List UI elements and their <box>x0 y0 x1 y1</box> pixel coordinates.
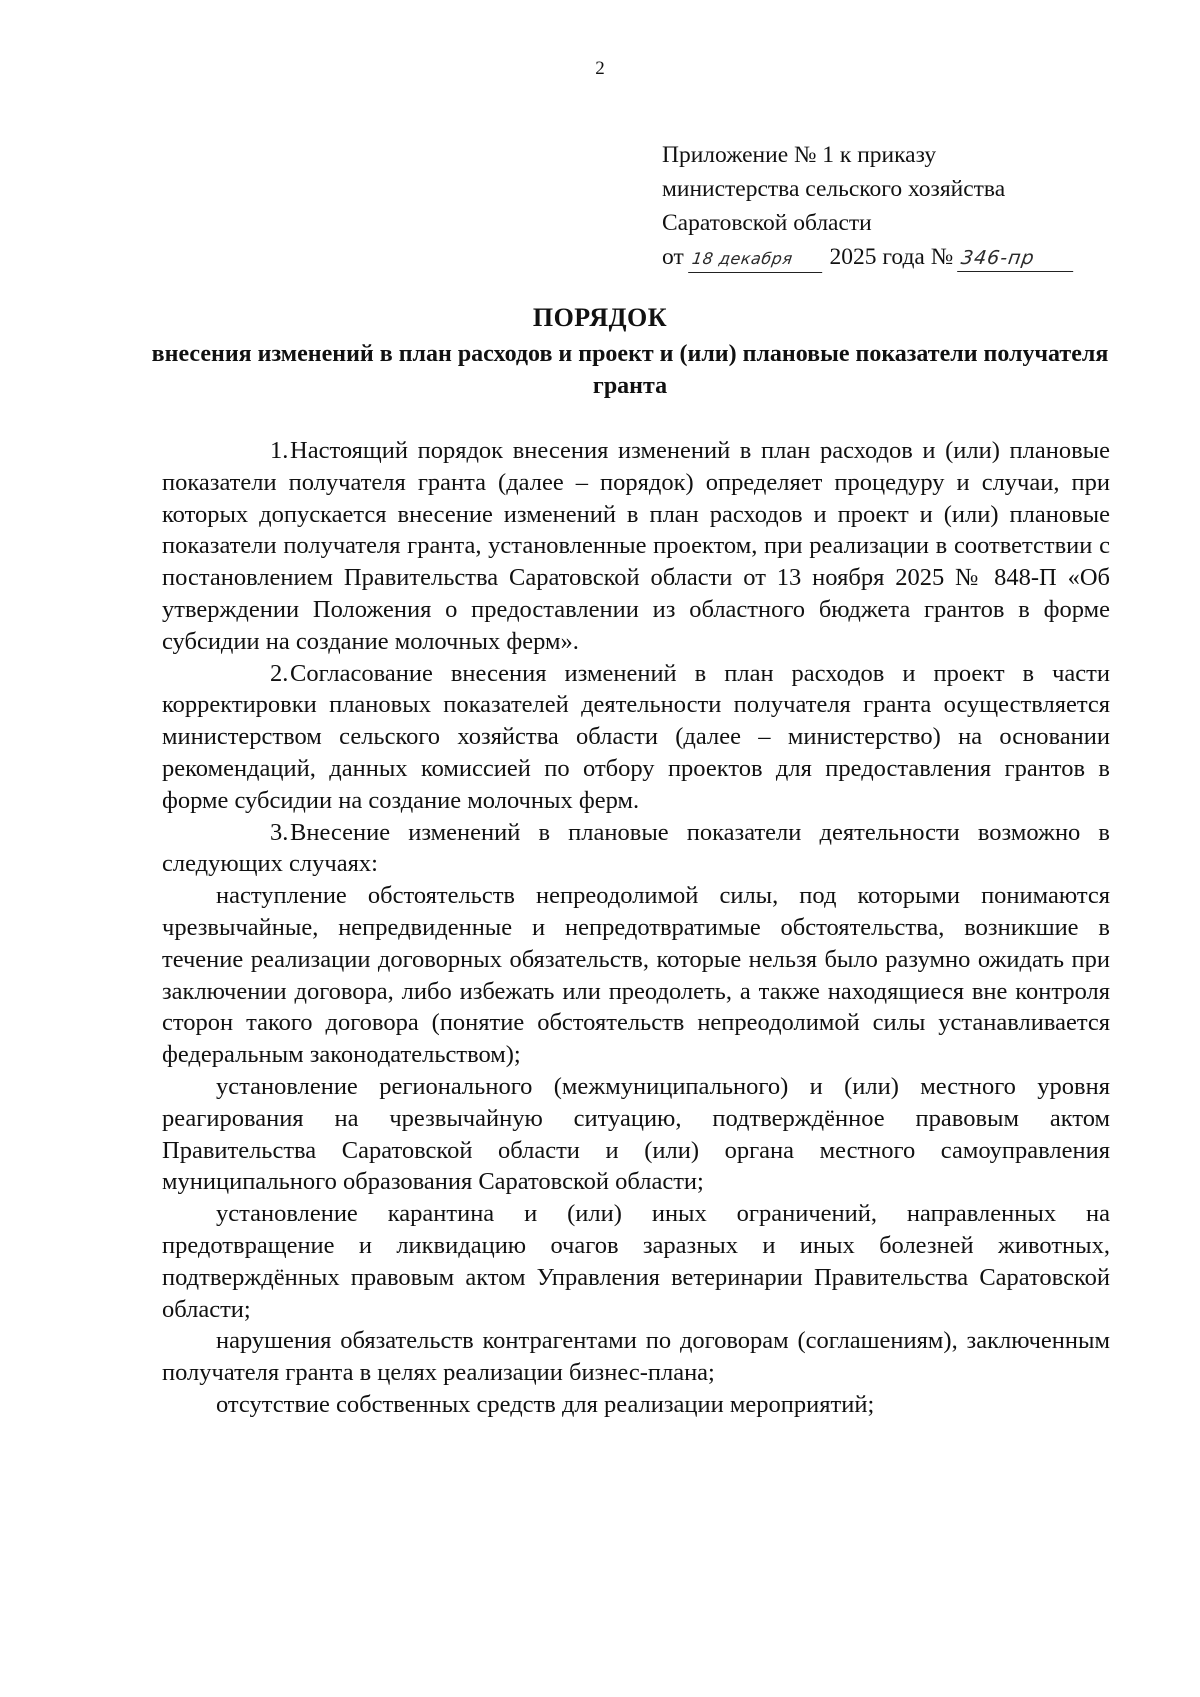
page-number: 2 <box>595 58 605 79</box>
date-suffix: 2025 года № <box>829 244 954 270</box>
appendix-date-line <box>662 240 1132 274</box>
list-item-counterparty: нарушения обязательств контрагентами по договорам (соглашениям), заключенным получателя гранта в целях реализации бизнес-плана; <box>162 1327 1110 1387</box>
appendix-block <box>662 138 1132 274</box>
appendix-line-3: Саратовской области <box>662 210 872 236</box>
document-body <box>162 435 1110 1421</box>
date-prefix: от <box>662 244 684 270</box>
paragraph-3 <box>162 817 1110 881</box>
appendix-line-2: министерства сельского хозяйства <box>662 176 1006 202</box>
paragraph-text: Настоящий порядок внесения изменений в план расходов и (или) плановые показатели получателя гранта (далее – порядок) определяет процедуру и случаи, при которых допускается внесение изменений в план расходов и проект и (или) плановые показатели получателя гранта, установленные проектом, при реализации в соответствии с постановлением Правительства Саратовской области от 13 ноября 2025 № 848-П «Об утверждении Положения о предоставлении из областного бюджета грантов в форме субсидии на создание молочных ферм». <box>162 437 1110 655</box>
list-item-emergency: установление регионального (межмуниципального) и (или) местного уровня реагирования на чрезвычайную ситуацию, подтверждённое правовым актом Правительства Саратовской области и (или) органа местного самоуправления муниципального образования Саратовской области; <box>162 1072 1110 1196</box>
appendix-line-1: Приложение № 1 к приказу <box>662 142 937 168</box>
document-title: ПОРЯДОК <box>532 303 668 332</box>
handwritten-order-number: 346-пр <box>957 245 1077 272</box>
handwritten-date: 18 декабря <box>688 246 826 273</box>
paragraph-number: 3. <box>270 818 289 846</box>
document-subtitle: внесения изменений в план расходов и проект и (или) плановые показатели получателя гранта <box>151 341 1109 399</box>
paragraph-2 <box>162 658 1110 817</box>
list-item-quarantine: установление карантина и (или) иных ограничений, направленных на предотвращение и ликвидацию очагов заразных и иных болезней животных, подтверждённых правовым актом Управления ветеринарии Правительства Саратовской области; <box>162 1200 1110 1323</box>
list-item-own-funds: отсутствие собственных средств для реализации мероприятий; <box>216 1390 875 1418</box>
paragraph-text: Внесение изменений в плановые показатели деятельности возможно в следующих случаях: <box>162 818 1110 878</box>
paragraph-number: 1. <box>270 437 289 464</box>
paragraph-number: 2. <box>270 659 289 687</box>
paragraph-1 <box>162 435 1110 658</box>
list-item-force-majeure: наступление обстоятельств непреодолимой силы, под которыми понимаются чрезвычайные, непредвиденные и непредотвратимые обстоятельства, возникшие в течение реализации договорных обязательств, которые нельзя было разумно ожидать при заключении договора, либо избежать или преодолеть, а также находящиеся вне контроля сторон такого договора (понятие обстоятельств непреодолимой силы устанавливается федеральным законодательством); <box>162 882 1110 1069</box>
paragraph-text: Согласование внесения изменений в план расходов и проект в части корректировки плановых показателей деятельности получателя гранта осуществляется министерством сельского хозяйства области (далее – министерство) на основании рекомендаций, данных комиссией по отбору проектов для предоставления грантов в форме субсидии на создание молочных ферм. <box>162 659 1110 814</box>
